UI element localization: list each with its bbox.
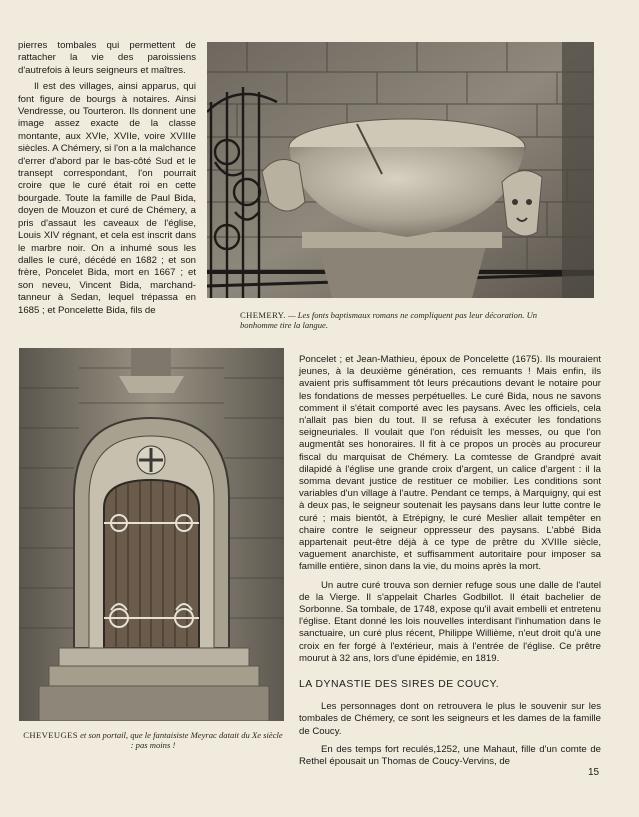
left-text-column — [18, 40, 196, 321]
right-paragraph-4: En des temps fort reculés,1252, une Mahaut, fille d'un comte de Rethel épousait un Thomas de Coucy-Vervins, de — [299, 743, 601, 768]
caption-text-cheveuges: et son portail, que le fantaisiste Meyrac datait du Xe siècle : pas moins ! — [77, 730, 283, 751]
portal-caption — [22, 730, 284, 751]
caption-text-chemery: — Les fonts baptismaux romans ne compliquent pas leur décoration. Un bonhomme tire la langue. — [240, 310, 538, 331]
left-paragraph-2: Il est des villages, ainsi apparus, qui font figure de bourgs à notaires. Ainsi Vendresse, ou Tourteron. Ils donnent une image assez exacte de la classe montante, aux XVIe, XVIIe, voire XVIIIe siècles. A Chémery, si l'on a la malchance d'errer d'abord par le bas-côté Sud et le transept correspondant, l'on pourrait croire que le curé était roi en cette bourgade. Toute la famille de Paul Bida, doyen de Mouzon et curé de Chémery, a pris d'assaut les caveaux de l'église, Louis XIV régnant, et cela est inscrit dans le marbre noir. On a inhumé sous les dalles le curé, décédé en 1682 ; et son frère, Poncelet Bida, mort en 1667 ; et son neveu, Vincent Bida, marchand-tanneur à Sedan, lequel trépassa en 1685 ; et Poncelette Bida, fils de — [18, 81, 196, 316]
right-paragraph-2: Un autre curé trouva son dernier refuge sous une dalle de l'autel de la Vierge. Il s'appelait Charles Godbillot. Il était bachelier de Sorbonne. Sa tombale, de 1748, expose qu'il avait embelli et entretenu l'église. Etant donné les lois nouvelles interdisant l'inhumation dans le sanctuaire, un curé plus récent, Philippe Willième, n'eut droit qu'à une croix en fer forgé à l'extérieur, mais à l'entrée de l'église. Ce prêtre mourut à 32 ans, lors d'une épidémie, en 1819. — [299, 579, 601, 664]
right-paragraph-1: Poncelet ; et Jean-Mathieu, époux de Poncelette (1675). Ils mouraient jeunes, à la deuxième génération, ces remuants ! Mais enfin, ils avaient pris suffisamment tôt leurs précautions devant le notaire pour les fondations de messes perpétuelles. Le curé Bida, nous ne savons comment il s'était comporté avec les paysans. Avec les officiels, cela n'allait pas bien du tout. Il se refusa à exécuter les fondations seigneuriales. Il voulait que l'on réduisît les messes, ou que l'on augmentât ses honoraires. Il fit à ce propos un procès au procureur fiscal du marquisat de Chémery. La comtesse de Grandpré avait dilapidé à l'église une grande croix d'argent, un calice d'argent : il la somma devant justice de restituer ce mobilier. Les conditions sont variables d'un village à l'autre. Pendant ce temps, à Marquigny, qui est à deux pas, le seigneur soutenait les paysans dans leur lutte contre le curé ; mais bientôt, à Etrépigny, le curé Meslier allait tempêter en chaire contre le seigneur oppresseur des paysans. L'abbé Bida appartenait peut-être déjà à ce type de prêtre du XVIIIe siècle, vaguement anarchiste, et suffisamment autoritaire pour imposer sa famille entière, sinon dans la vie, du moins après la mort. — [299, 354, 601, 573]
page-number: 15 — [588, 767, 600, 778]
caption-place-cheveuges: CHEVEUGES — [23, 730, 78, 740]
baptismal-font-caption — [240, 310, 570, 331]
portal-photo — [19, 348, 284, 721]
left-paragraph-1: pierres tombales qui permettent de rattacher la vie des paroissiens d'autrefois à leurs seigneurs et maîtres. — [18, 40, 196, 76]
section-heading: LA DYNASTIE DES SIRES DE COUCY. — [299, 679, 500, 691]
right-paragraph-3: Les personnages dont on retrouvera le plus le souvenir sur les tombales de Chémery, ce sont les seigneurs et les dames de la famille de Coucy. — [299, 701, 601, 737]
right-text-column — [299, 354, 601, 774]
baptismal-font-photo — [207, 42, 594, 298]
caption-place-chemery: CHEMERY. — [240, 310, 286, 320]
